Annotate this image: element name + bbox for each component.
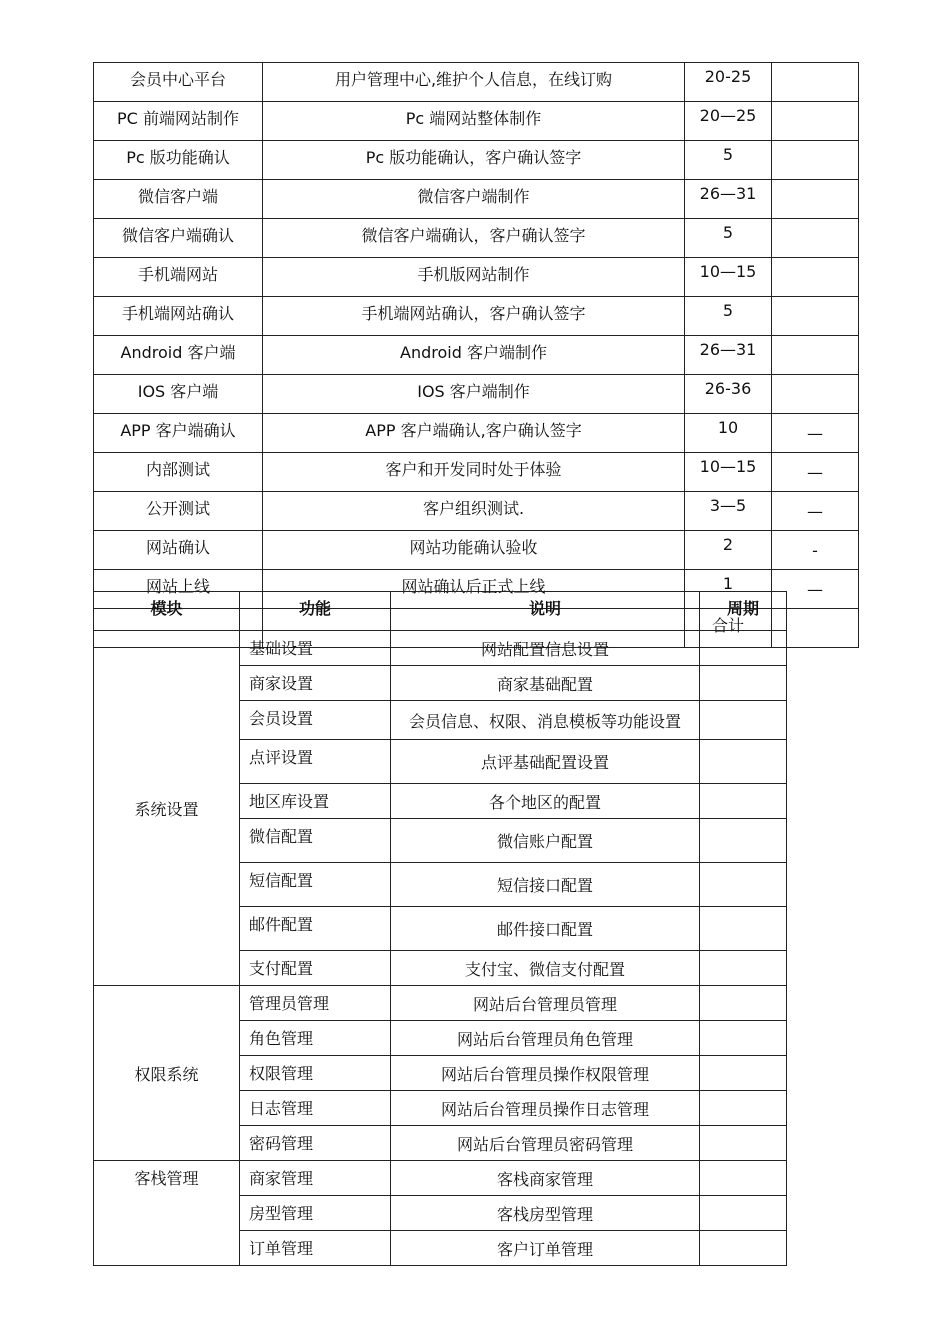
- function-cell: 日志管理: [240, 1091, 391, 1126]
- description-cell: 网站配置信息设置: [391, 631, 700, 666]
- module-row: [94, 631, 787, 666]
- function-cell: 基础设置: [240, 631, 391, 666]
- period-cell: [700, 1091, 787, 1126]
- module-table: [93, 591, 787, 1266]
- module-cell: 权限系统: [94, 986, 240, 1161]
- days-cell: 10—15: [685, 453, 772, 492]
- header-description: 说明: [391, 592, 700, 631]
- note-cell: [772, 297, 859, 336]
- period-cell: [700, 666, 787, 701]
- period-cell: [700, 1196, 787, 1231]
- description-cell: 网站后台管理员管理: [391, 986, 700, 1021]
- note-cell: [772, 141, 859, 180]
- function-cell: 管理员管理: [240, 986, 391, 1021]
- period-cell: [700, 1021, 787, 1056]
- header-function: 功能: [240, 592, 391, 631]
- note-cell: [772, 258, 859, 297]
- content-cell: 网站确认后正式上线: [263, 570, 685, 609]
- stage-cell: 网站上线: [94, 570, 263, 609]
- module-table-body: [94, 631, 787, 1266]
- function-cell: 密码管理: [240, 1126, 391, 1161]
- days-cell: 26-36: [685, 375, 772, 414]
- module-cell: 系统设置: [94, 631, 240, 986]
- function-cell: 订单管理: [240, 1231, 391, 1266]
- note-cell: [772, 336, 859, 375]
- description-cell: 微信账户配置: [391, 819, 700, 863]
- description-cell: 点评基础配置设置: [391, 740, 700, 784]
- content-cell: 客户和开发同时处于体验: [263, 453, 685, 492]
- days-cell: 20—25: [685, 102, 772, 141]
- description-cell: 邮件接口配置: [391, 907, 700, 951]
- module-row: [94, 1161, 787, 1196]
- period-cell: [700, 740, 787, 784]
- content-cell: 客户组织测试.: [263, 492, 685, 531]
- function-cell: 地区库设置: [240, 784, 391, 819]
- header-module: 模块: [94, 592, 240, 631]
- function-cell: 微信配置: [240, 819, 391, 863]
- schedule-row: [94, 492, 859, 531]
- module-row: [94, 986, 787, 1021]
- schedule-table: [93, 62, 859, 648]
- description-cell: 商家基础配置: [391, 666, 700, 701]
- days-cell: 3—5: [685, 492, 772, 531]
- function-cell: 商家管理: [240, 1161, 391, 1196]
- period-cell: [700, 951, 787, 986]
- days-cell: 5: [685, 141, 772, 180]
- content-cell: 用户管理中心,维护个人信息，在线订购: [263, 63, 685, 102]
- period-cell: [700, 1126, 787, 1161]
- stage-cell: IOS 客户端: [94, 375, 263, 414]
- days-cell: 26—31: [685, 336, 772, 375]
- content-cell: 网站功能确认验收: [263, 531, 685, 570]
- stage-cell: PC 前端网站制作: [94, 102, 263, 141]
- stage-cell: 内部测试: [94, 453, 263, 492]
- description-cell: 网站后台管理员操作日志管理: [391, 1091, 700, 1126]
- description-cell: 短信接口配置: [391, 863, 700, 907]
- note-cell: [772, 102, 859, 141]
- module-table-header-row: [94, 592, 787, 631]
- function-cell: 支付配置: [240, 951, 391, 986]
- note-cell: —: [772, 492, 859, 531]
- period-cell: [700, 784, 787, 819]
- days-cell: 10—15: [685, 258, 772, 297]
- function-cell: 角色管理: [240, 1021, 391, 1056]
- description-cell: 网站后台管理员密码管理: [391, 1126, 700, 1161]
- schedule-row: [94, 297, 859, 336]
- content-cell: APP 客户端确认,客户确认签字: [263, 414, 685, 453]
- period-cell: [700, 701, 787, 740]
- stage-cell: 会员中心平台: [94, 63, 263, 102]
- schedule-row: [94, 102, 859, 141]
- note-cell: [772, 375, 859, 414]
- function-cell: 短信配置: [240, 863, 391, 907]
- module-cell: 客栈管理: [94, 1161, 240, 1266]
- function-cell: 房型管理: [240, 1196, 391, 1231]
- note-cell: [772, 180, 859, 219]
- stage-cell: Pc 版功能确认: [94, 141, 263, 180]
- content-cell: Pc 版功能确认，客户确认签字: [263, 141, 685, 180]
- schedule-row: [94, 375, 859, 414]
- stage-cell: Android 客户端: [94, 336, 263, 375]
- schedule-table-body: [94, 63, 859, 648]
- days-cell: 2: [685, 531, 772, 570]
- content-cell: 手机端网站确认，客户确认签字: [263, 297, 685, 336]
- content-cell: Android 客户端制作: [263, 336, 685, 375]
- note-cell: [772, 63, 859, 102]
- note-cell: [772, 219, 859, 258]
- period-cell: [700, 986, 787, 1021]
- description-cell: 客栈商家管理: [391, 1161, 700, 1196]
- description-cell: 网站后台管理员操作权限管理: [391, 1056, 700, 1091]
- stage-cell: 手机端网站确认: [94, 297, 263, 336]
- period-cell: [700, 819, 787, 863]
- days-cell: 26—31: [685, 180, 772, 219]
- header-period: 周期: [700, 592, 787, 631]
- days-cell: 10: [685, 414, 772, 453]
- content-cell: 微信客户端确认，客户确认签字: [263, 219, 685, 258]
- content-cell: IOS 客户端制作: [263, 375, 685, 414]
- function-cell: 邮件配置: [240, 907, 391, 951]
- stage-cell: APP 客户端确认: [94, 414, 263, 453]
- function-cell: 权限管理: [240, 1056, 391, 1091]
- content-cell: 微信客户端制作: [263, 180, 685, 219]
- description-cell: 客户订单管理: [391, 1231, 700, 1266]
- schedule-row: [94, 336, 859, 375]
- function-cell: 会员设置: [240, 701, 391, 740]
- days-cell: 5: [685, 219, 772, 258]
- description-cell: 各个地区的配置: [391, 784, 700, 819]
- stage-cell: 公开测试: [94, 492, 263, 531]
- period-cell: [700, 1231, 787, 1266]
- days-cell: 1: [685, 570, 772, 609]
- schedule-row: [94, 141, 859, 180]
- period-cell: [700, 863, 787, 907]
- period-cell: [700, 907, 787, 951]
- stage-cell: 微信客户端确认: [94, 219, 263, 258]
- description-cell: 客栈房型管理: [391, 1196, 700, 1231]
- note-cell: —: [772, 570, 859, 609]
- schedule-row: [94, 531, 859, 570]
- description-cell: 网站后台管理员角色管理: [391, 1021, 700, 1056]
- period-cell: [700, 631, 787, 666]
- schedule-row: [94, 453, 859, 492]
- content-cell: 手机版网站制作: [263, 258, 685, 297]
- period-cell: [700, 1056, 787, 1091]
- description-cell: 支付宝、微信支付配置: [391, 951, 700, 986]
- days-cell: 5: [685, 297, 772, 336]
- note-cell: -: [772, 531, 859, 570]
- days-cell: 合计: [685, 609, 772, 648]
- schedule-row: [94, 180, 859, 219]
- stage-cell: 网站确认: [94, 531, 263, 570]
- note-cell: —: [772, 453, 859, 492]
- content-cell: Pc 端网站整体制作: [263, 102, 685, 141]
- schedule-row: [94, 219, 859, 258]
- function-cell: 点评设置: [240, 740, 391, 784]
- stage-cell: 微信客户端: [94, 180, 263, 219]
- schedule-row: [94, 63, 859, 102]
- function-cell: 商家设置: [240, 666, 391, 701]
- schedule-row: [94, 414, 859, 453]
- note-cell: —: [772, 414, 859, 453]
- days-cell: 20-25: [685, 63, 772, 102]
- schedule-row: [94, 258, 859, 297]
- stage-cell: 手机端网站: [94, 258, 263, 297]
- description-cell: 会员信息、权限、消息模板等功能设置: [391, 701, 700, 740]
- period-cell: [700, 1161, 787, 1196]
